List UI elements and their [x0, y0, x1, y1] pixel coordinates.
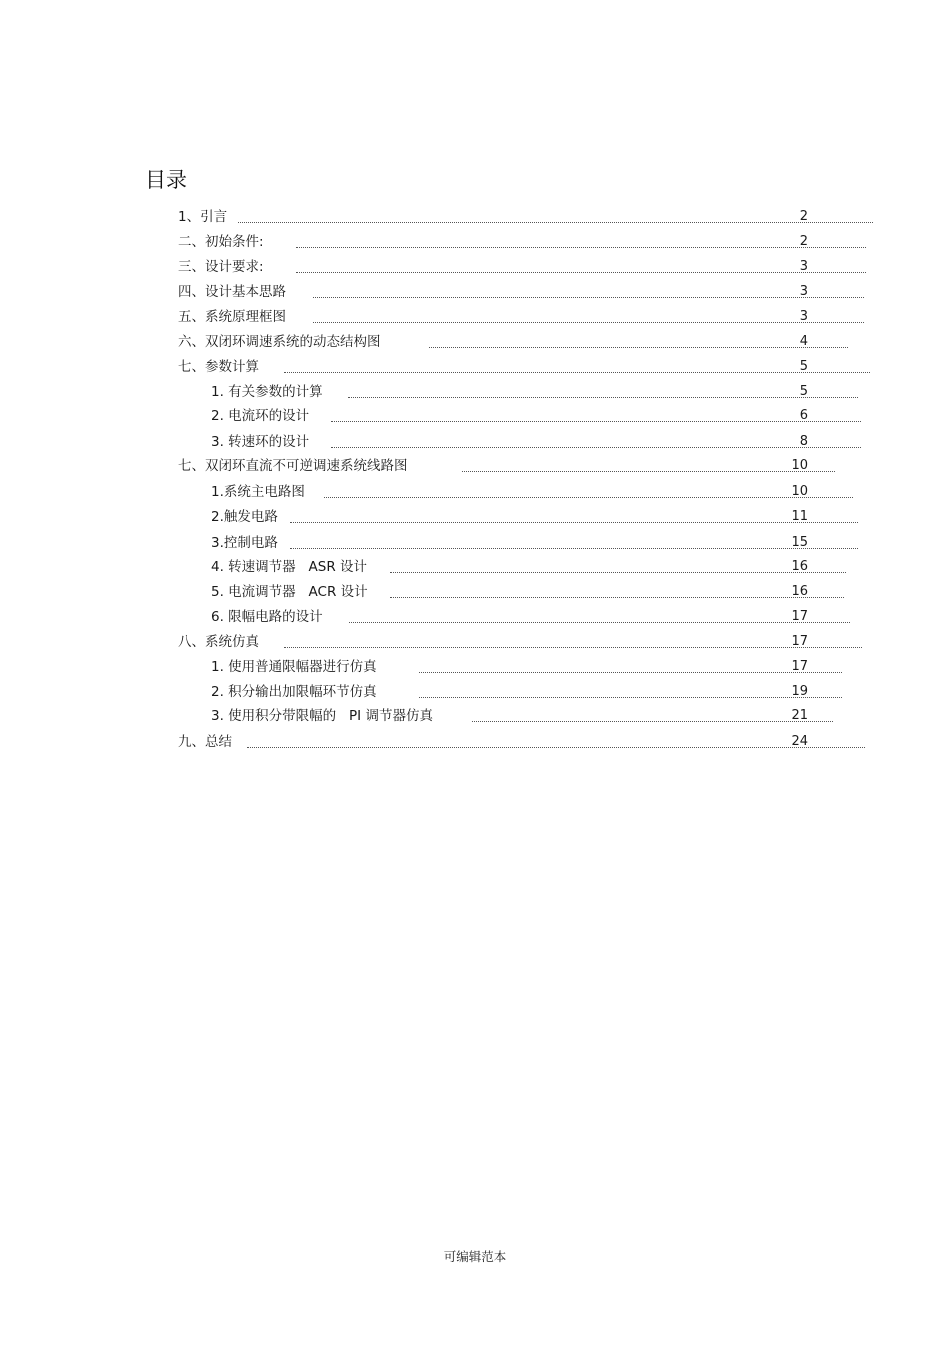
toc-entry-label: 3.控制电路 [211, 535, 278, 551]
toc-leader [324, 485, 853, 498]
toc-entry-page: 16 [791, 559, 808, 574]
toc-leader [290, 510, 858, 523]
toc-entry[interactable] [211, 482, 853, 502]
toc-entry-label: 6. 限幅电路的设计 [211, 609, 323, 625]
page-footer: 可编辑范本 [443, 1249, 507, 1264]
toc-leader [290, 536, 858, 549]
toc-entry-page: 17 [791, 659, 808, 674]
toc-entry-label: 五、系统原理框图 [178, 309, 286, 325]
toc-entry[interactable] [178, 207, 873, 227]
toc-entry-page: 3 [799, 259, 808, 274]
toc-entry-label: 七、双闭环直流不可逆调速系统线路图 [178, 458, 408, 474]
toc-entry-label: 1. 使用普通限幅器进行仿真 [211, 659, 377, 675]
toc-entry-page: 15 [791, 535, 808, 550]
toc-entry-label: 4. 转速调节器 ASR 设计 [211, 559, 368, 575]
toc-leader [390, 585, 844, 598]
toc-entry-label: 2. 电流环的设计 [211, 408, 310, 424]
toc-entry-label: 2. 积分输出加限幅环节仿真 [211, 684, 377, 700]
toc-entry[interactable] [178, 456, 835, 476]
toc-leader [284, 360, 870, 373]
toc-entry[interactable] [211, 507, 858, 527]
toc-leader [296, 235, 866, 248]
toc-leader [331, 435, 861, 448]
toc-entry-page: 10 [791, 458, 808, 473]
toc-entry-page: 3 [799, 284, 808, 299]
toc-leader [296, 260, 866, 273]
toc-leader [419, 685, 842, 698]
toc-entry-page: 6 [799, 408, 808, 423]
toc-entry[interactable] [178, 282, 864, 302]
toc-entry-page: 2 [799, 234, 808, 249]
toc-entry[interactable] [211, 582, 844, 602]
toc-entry[interactable] [178, 332, 848, 352]
toc-entry-page: 16 [791, 584, 808, 599]
toc-entry[interactable] [178, 257, 866, 277]
toc-entry-label: 七、参数计算 [178, 359, 259, 375]
toc-leader [284, 635, 862, 648]
toc-entry-label: 3. 转速环的设计 [211, 434, 310, 450]
toc-entry-label: 1、引言 [178, 209, 228, 225]
toc-entry-page: 17 [791, 634, 808, 649]
toc-entry[interactable] [211, 657, 842, 677]
toc-entry-page: 5 [799, 359, 808, 374]
toc-entry-page: 2 [799, 209, 808, 224]
toc-entry-page: 3 [799, 309, 808, 324]
toc-entry-label: 二、初始条件: [178, 234, 264, 250]
toc-leader [462, 459, 835, 472]
toc-entry-label: 八、系统仿真 [178, 634, 259, 650]
toc-entry-label: 六、双闭环调速系统的动态结构图 [178, 334, 381, 350]
toc-entry-label: 九、总结 [178, 734, 232, 750]
toc-leader [331, 409, 861, 422]
toc-entry[interactable] [211, 382, 858, 402]
toc-entry-page: 11 [791, 509, 808, 524]
toc-entry[interactable] [211, 406, 861, 426]
toc-entry-page: 24 [791, 734, 808, 749]
toc-leader [313, 285, 864, 298]
toc-entry-page: 19 [791, 684, 808, 699]
toc-leader [429, 335, 848, 348]
toc-entry-page: 8 [799, 434, 808, 449]
toc-leader [419, 660, 842, 673]
toc-leader [348, 385, 858, 398]
toc-entry-label: 5. 电流调节器 ACR 设计 [211, 584, 368, 600]
toc-leader [390, 560, 846, 573]
toc-entry[interactable] [211, 432, 861, 452]
toc-leader [238, 210, 873, 223]
toc-entry-label: 1. 有关参数的计算 [211, 384, 323, 400]
toc-entry[interactable] [178, 732, 865, 752]
toc-entry-label: 3. 使用积分带限幅的 PI 调节器仿真 [211, 708, 433, 724]
toc-entry-label: 2.触发电路 [211, 509, 278, 525]
toc-entry[interactable] [178, 307, 864, 327]
toc-leader [349, 610, 850, 623]
toc-entry[interactable] [211, 682, 842, 702]
toc-leader [313, 310, 864, 323]
toc-entry-page: 10 [791, 484, 808, 499]
toc-entry-page: 4 [799, 334, 808, 349]
toc-entry[interactable] [211, 533, 858, 553]
toc-entry-label: 三、设计要求: [178, 259, 264, 275]
toc-entry-page: 17 [791, 609, 808, 624]
toc-entry[interactable] [178, 357, 870, 377]
toc-entry[interactable] [211, 607, 850, 627]
toc-entry[interactable] [178, 632, 862, 652]
toc-leader [247, 735, 865, 748]
page-title: 目录 [145, 168, 187, 192]
toc-entry-label: 1.系统主电路图 [211, 484, 305, 500]
toc-leader [472, 709, 833, 722]
toc-entry-page: 5 [799, 384, 808, 399]
toc-entry-label: 四、设计基本思路 [178, 284, 286, 300]
toc-entry[interactable] [211, 557, 846, 577]
toc-entry-page: 21 [791, 708, 808, 723]
toc-entry[interactable] [211, 706, 833, 726]
toc-entry[interactable] [178, 232, 866, 252]
